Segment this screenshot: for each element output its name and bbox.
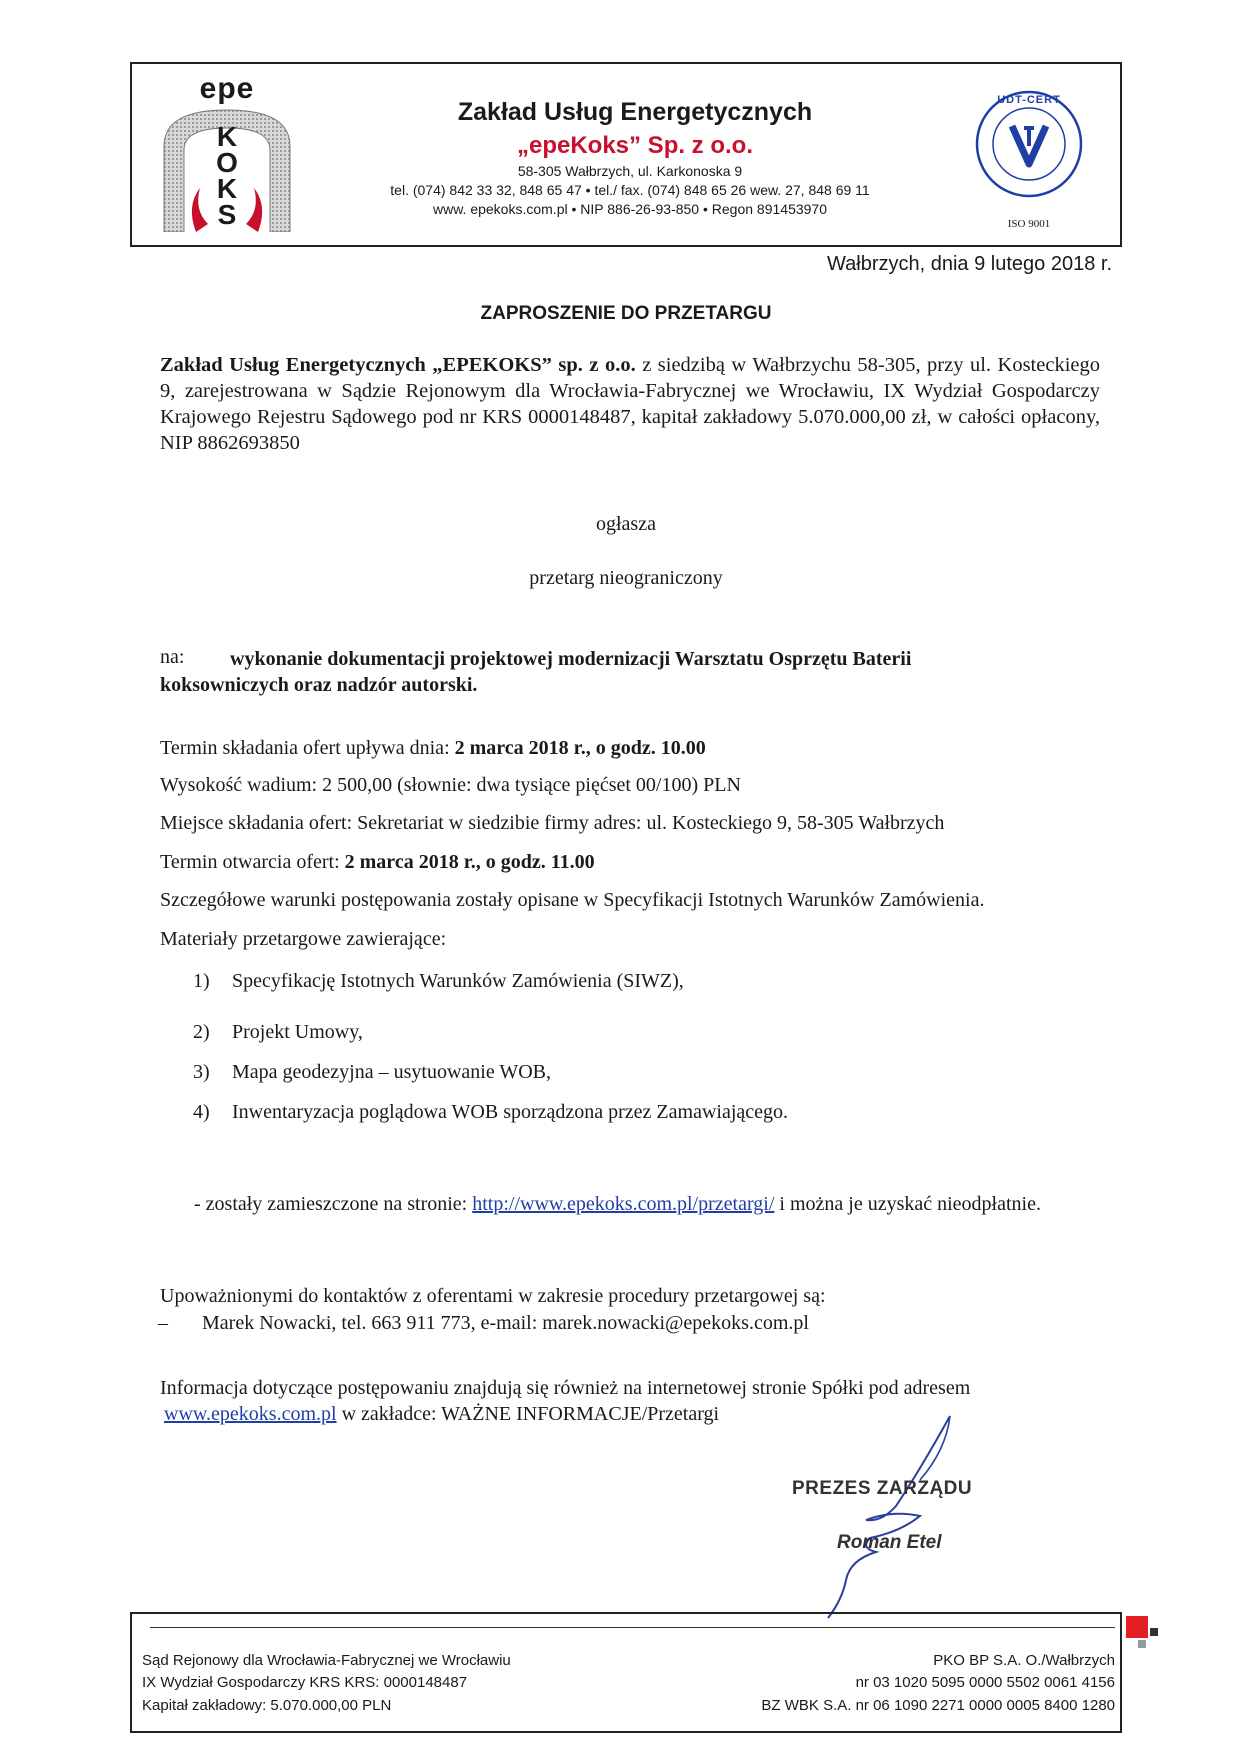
tenders-link[interactable]: http://www.epekoks.com.pl/przetargi/ <box>472 1193 775 1215</box>
deadline-value: 2 marca 2018 r., o godz. 10.00 <box>454 737 706 759</box>
company-website-link[interactable]: www.epekoks.com.pl <box>164 1403 337 1425</box>
letter-date: Wałbrzych, dnia 9 lutego 2018 r. <box>827 253 1112 275</box>
conditions-note: Szczegółowe warunki postępowania zostały opisane w Specyfikacji Istotnych Warunków Zamówienia. <box>160 889 985 911</box>
opening-label: Termin otwarcia ofert: <box>160 851 345 873</box>
logo-letter: O <box>216 147 238 178</box>
company-logo <box>160 72 294 232</box>
intro-details: z siedzibą w Wałbrzychu 58-305, przy ul. Kosteckiego 9, zarejestrowana w Sądzie Rejonowym dla Wrocławia-Fabrycznej we Wrocławiu, IX Wydział Gospodarczy Krajowego Rejestru Sądowego pod nr KRS 0000148487, kapitał zakładowy 5.070.000,00 zł, w całości opłacony, NIP 8862693850 <box>160 354 1100 454</box>
info-link-line <box>164 1403 719 1426</box>
logo-letter: K <box>216 121 238 152</box>
footer-corner-mark-icon <box>1124 1614 1174 1664</box>
footer-court: Sąd Rejonowy dla Wrocławia-Fabrycznej we Wrocławiu <box>142 1652 511 1669</box>
signatory-name: Roman Etel <box>837 1532 942 1553</box>
company-address: 58-305 Wałbrzych, ul. Karkonoska 9 <box>517 163 743 179</box>
footer-box <box>130 1612 1122 1733</box>
logo-letter: K <box>216 173 238 204</box>
opening-date <box>160 851 595 874</box>
cert-iso-label: ISO 9001 <box>1007 218 1051 230</box>
footer-bank1-name: PKO BP S.A. O./Wałbrzych <box>933 1652 1115 1669</box>
submission-deadline <box>160 737 706 760</box>
footer-capital: Kapitał zakładowy: 5.070.000,00 PLN <box>142 1697 392 1714</box>
company-name: Zakład Usług Energetycznych <box>457 98 813 126</box>
cert-label: UDT-CERT <box>997 94 1061 106</box>
publish-before: - zostały zamieszczone na stronie: <box>194 1193 473 1215</box>
submission-place: Miejsce składania ofert: Sekretariat w siedzibie firmy adres: ul. Kosteckiego 9, 58-305 Wałbrzych <box>160 812 945 834</box>
list-item-number: 1) <box>193 970 210 992</box>
footer-bank2-account: BZ WBK S.A. nr 06 1090 2271 0000 0005 8400 1280 <box>761 1697 1115 1714</box>
deposit-amount: Wysokość wadium: 2 500,00 (słownie: dwa tysiące pięćset 00/100) PLN <box>160 774 741 796</box>
info-line: Informacja dotyczące postępowaniu znajdują się również na internetowej stronie Spółki pod adresem <box>160 1377 971 1399</box>
announces-word: ogłasza <box>596 513 656 535</box>
certification-seal <box>962 84 1096 234</box>
company-phones: tel. (074) 842 33 32, 848 65 47 • tel./ fax. (074) 848 65 26 wew. 27, 848 69 11 <box>390 182 870 198</box>
handwritten-signature <box>800 1410 980 1620</box>
footer-rule <box>150 1627 1115 1628</box>
tender-type: przetarg nieograniczony <box>529 567 723 589</box>
contact-person: Marek Nowacki, tel. 663 911 773, e-mail: marek.nowacki@epekoks.com.pl <box>202 1312 809 1334</box>
subject-text: wykonanie dokumentacji projektowej modernizacji Warsztatu Osprzętu Baterii koksowniczych oraz nadzór autorski. <box>160 648 912 696</box>
footer-krs: IX Wydział Gospodarczy KRS KRS: 0000148487 <box>142 1674 468 1691</box>
materials-intro: Materiały przetargowe zawierające: <box>160 928 447 950</box>
subject-label: na: <box>160 646 185 668</box>
list-item: Mapa geodezyjna – usytuowanie WOB, <box>232 1061 551 1083</box>
logo-letter: S <box>217 199 237 230</box>
signatory-title: PREZES ZARZĄDU <box>792 1478 973 1499</box>
company-web-ids: www. epekoks.com.pl • NIP 886-26-93-850 • Regon 891453970 <box>432 201 827 217</box>
publish-after: i można je uzyskać nieodpłatnie. <box>774 1193 1041 1215</box>
list-item-number: 2) <box>193 1021 210 1043</box>
company-legal-name: „epeKoks” Sp. z o.o. <box>516 132 754 159</box>
intro-company: Zakład Usług Energetycznych „EPEKOKS” sp. z o.o. <box>160 354 636 376</box>
publish-paragraph <box>194 1191 1102 1218</box>
contact-dash: – <box>158 1312 168 1334</box>
intro-paragraph <box>160 352 1100 456</box>
list-item: Specyfikację Istotnych Warunków Zamówienia (SIWZ), <box>232 970 684 992</box>
logo-word: epe <box>199 72 255 105</box>
info-after: w zakładce: WAŻNE INFORMACJE/Przetargi <box>336 1403 720 1425</box>
contact-intro: Upoważnionymi do kontaktów z oferentami w zakresie procedury przetargowej są: <box>160 1285 826 1307</box>
list-item-number: 4) <box>193 1101 210 1123</box>
footer-bank1-account: nr 03 1020 5095 0000 5502 0061 4156 <box>855 1674 1115 1691</box>
list-item: Inwentaryzacja poglądowa WOB sporządzona przez Zamawiającego. <box>232 1101 789 1123</box>
list-item: Projekt Umowy, <box>232 1021 363 1043</box>
opening-value: 2 marca 2018 r., o godz. 11.00 <box>344 851 595 873</box>
list-item-number: 3) <box>193 1061 210 1083</box>
document-title: ZAPROSZENIE DO PRZETARGU <box>480 303 772 324</box>
deadline-label: Termin składania ofert upływa dnia: <box>160 737 455 759</box>
